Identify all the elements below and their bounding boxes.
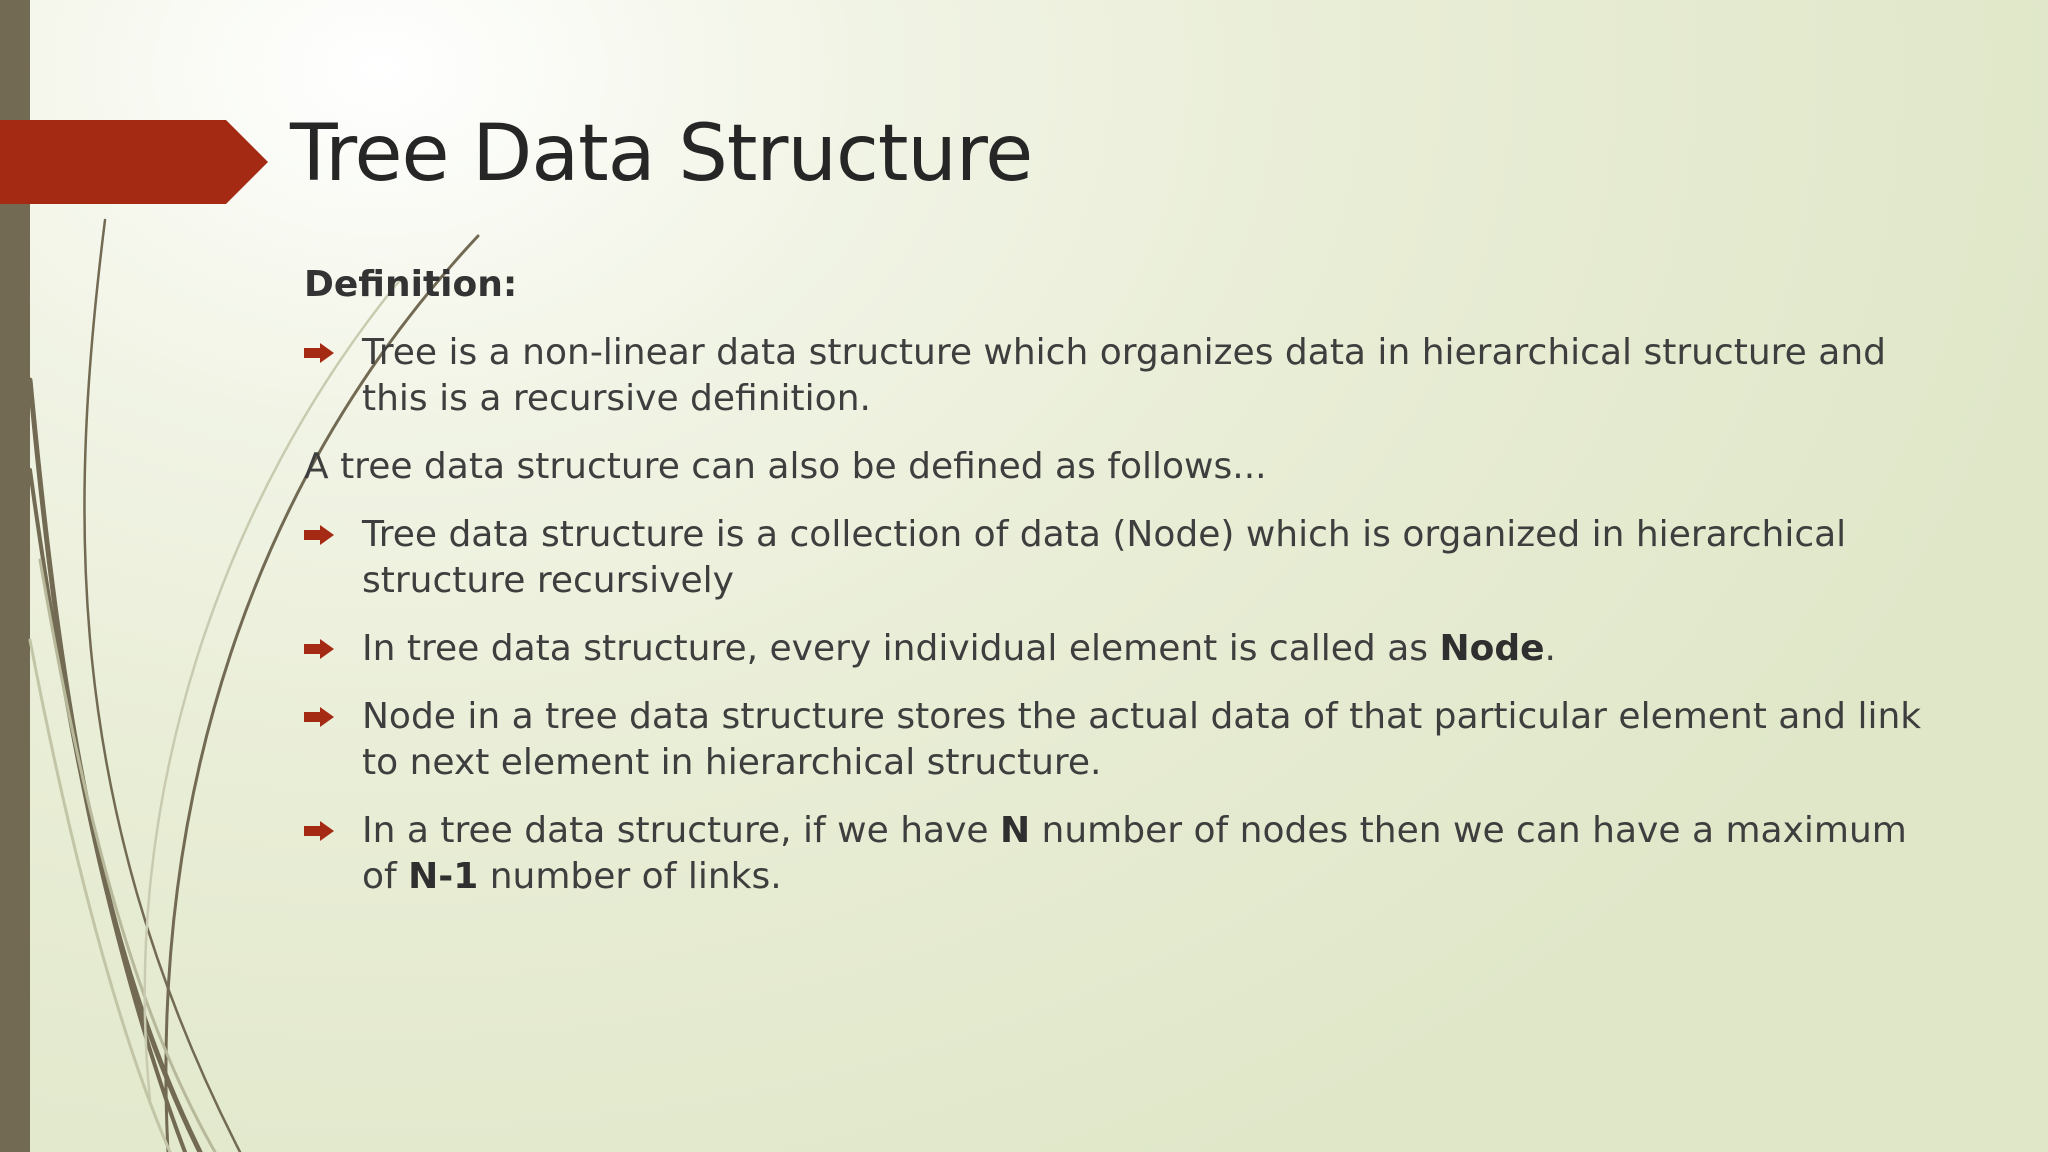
bullet-text: In tree data structure, every individual element is called as (362, 628, 1440, 669)
right-arrow-bullet-icon (304, 343, 334, 363)
bold-term-n-minus-1: N-1 (408, 856, 479, 897)
right-arrow-bullet-icon (304, 525, 334, 545)
bullet-text: number of links. (478, 856, 782, 897)
bullet-text: Node in a tree data structure stores the actual data of that particular element and link to next element in hierarchical structure. (362, 696, 1922, 783)
title-arrow-shape (0, 120, 270, 204)
bullet-item (304, 694, 1944, 786)
bullet-text: number of nodes then we can have a maximum of (362, 810, 1907, 897)
bullet-text: Tree data structure is a collection of data (Node) which is organized in hierarchical structure recursively (362, 514, 1847, 601)
right-arrow-bullet-icon (304, 639, 334, 659)
bold-term-n: N (999, 810, 1031, 851)
right-arrow-bullet-icon (304, 821, 334, 841)
bullet-item (304, 626, 1944, 672)
bullet-item (304, 808, 1944, 900)
slide-content (304, 262, 1944, 922)
bullet-text: In a tree data structure, if we have (362, 810, 1000, 851)
definition-heading: Definition: (304, 264, 518, 305)
right-arrow-bullet-icon (304, 707, 334, 727)
intro-paragraph: A tree data structure can also be defined as follows... (304, 446, 1267, 487)
bullet-item (304, 330, 1944, 422)
bullet-text: . (1544, 628, 1556, 669)
bullet-item (304, 512, 1944, 604)
slide-title: Tree Data Structure (290, 109, 1033, 199)
bold-term-node: Node (1439, 628, 1545, 669)
bullet-text: Tree is a non-linear data structure which organizes data in hierarchical structure and this is a recursive definition. (362, 332, 1886, 419)
